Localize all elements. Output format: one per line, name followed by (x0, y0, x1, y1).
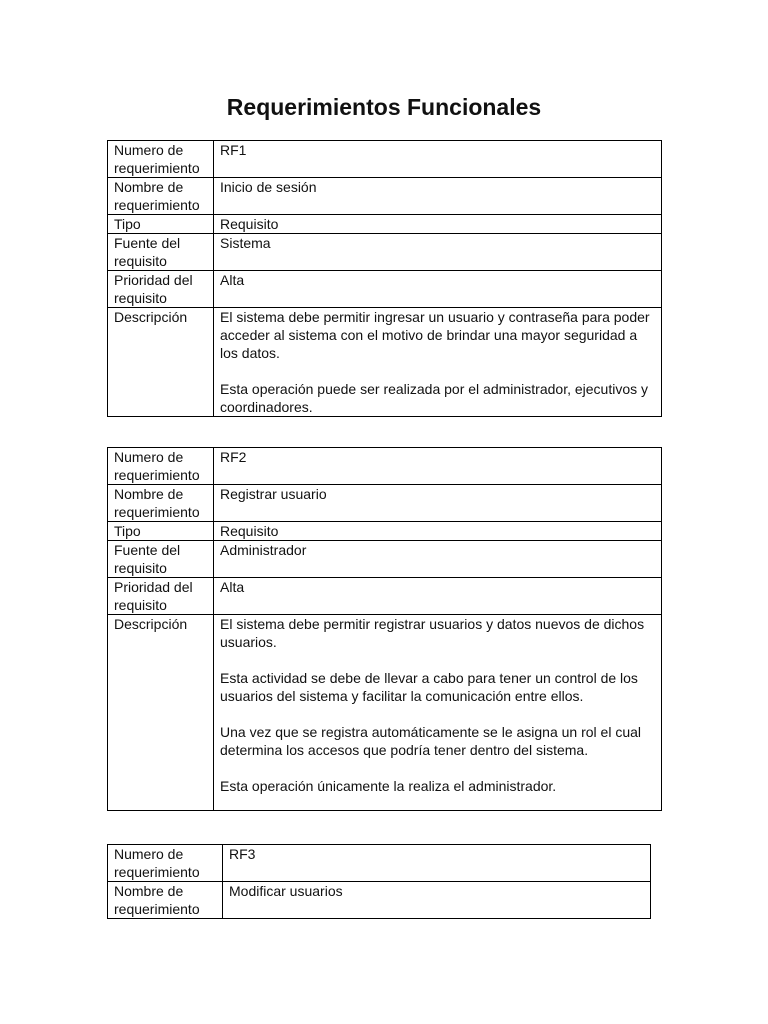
row-value: Sistema (214, 234, 662, 271)
requirement-table-rf3 (107, 844, 651, 919)
row-label: Tipo (108, 522, 214, 541)
description-cell (214, 615, 662, 811)
row-value: Inicio de sesión (214, 178, 662, 215)
table-row (108, 271, 662, 308)
row-value: Alta (214, 578, 662, 615)
table-row (108, 615, 662, 811)
row-label: Descripción (108, 308, 214, 417)
row-value: Requisito (214, 215, 662, 234)
row-label: Numero de requerimiento (108, 141, 214, 178)
row-value: Modificar usuarios (223, 882, 651, 919)
description-paragraph: El sistema debe permitir ingresar un usuario y contraseña para poder acceder al sistema con el motivo de brindar una mayor seguridad a los datos. (220, 309, 650, 361)
row-label: Nombre de requerimiento (108, 882, 223, 919)
description-cell (214, 308, 662, 417)
table-row (108, 448, 662, 485)
row-value: RF1 (214, 141, 662, 178)
description-paragraph: Esta actividad se debe de llevar a cabo para tener un control de los usuarios del sistema y facilitar la comunicación entre ellos. (220, 670, 638, 704)
row-value: Registrar usuario (214, 485, 662, 522)
description-paragraph: El sistema debe permitir registrar usuarios y datos nuevos de dichos usuarios. (220, 616, 645, 650)
requirement-table-rf2 (107, 447, 662, 811)
row-value: RF3 (223, 845, 651, 882)
page-title: Requerimientos Funcionales (226, 94, 542, 120)
table-row (108, 485, 662, 522)
description-paragraph: Una vez que se registra automáticamente se le asigna un rol el cual determina los accesos que podría tener dentro del sistema. (220, 724, 642, 758)
table-row (108, 845, 651, 882)
row-label: Prioridad del requisito (108, 578, 214, 615)
description-paragraph: Esta operación puede ser realizada por el administrador, ejecutivos y coordinadores. (220, 381, 649, 415)
row-label: Numero de requerimiento (108, 845, 223, 882)
row-label: Descripción (108, 615, 214, 811)
row-label: Numero de requerimiento (108, 448, 214, 485)
table-row (108, 541, 662, 578)
row-label: Nombre de requerimiento (108, 485, 214, 522)
row-value: RF2 (214, 448, 662, 485)
row-value: Alta (214, 271, 662, 308)
row-label: Prioridad del requisito (108, 271, 214, 308)
description-paragraph: Esta operación únicamente la realiza el administrador. (220, 778, 557, 794)
row-label: Tipo (108, 215, 214, 234)
table-row (108, 882, 651, 919)
requirement-table-rf1 (107, 140, 662, 417)
table-row (108, 178, 662, 215)
table-row (108, 308, 662, 417)
table-row (108, 215, 662, 234)
table-row (108, 141, 662, 178)
row-value: Requisito (214, 522, 662, 541)
table-row (108, 522, 662, 541)
row-value: Administrador (214, 541, 662, 578)
table-row (108, 578, 662, 615)
row-label: Fuente del requisito (108, 541, 214, 578)
table-row (108, 234, 662, 271)
row-label: Nombre de requerimiento (108, 178, 214, 215)
row-label: Fuente del requisito (108, 234, 214, 271)
